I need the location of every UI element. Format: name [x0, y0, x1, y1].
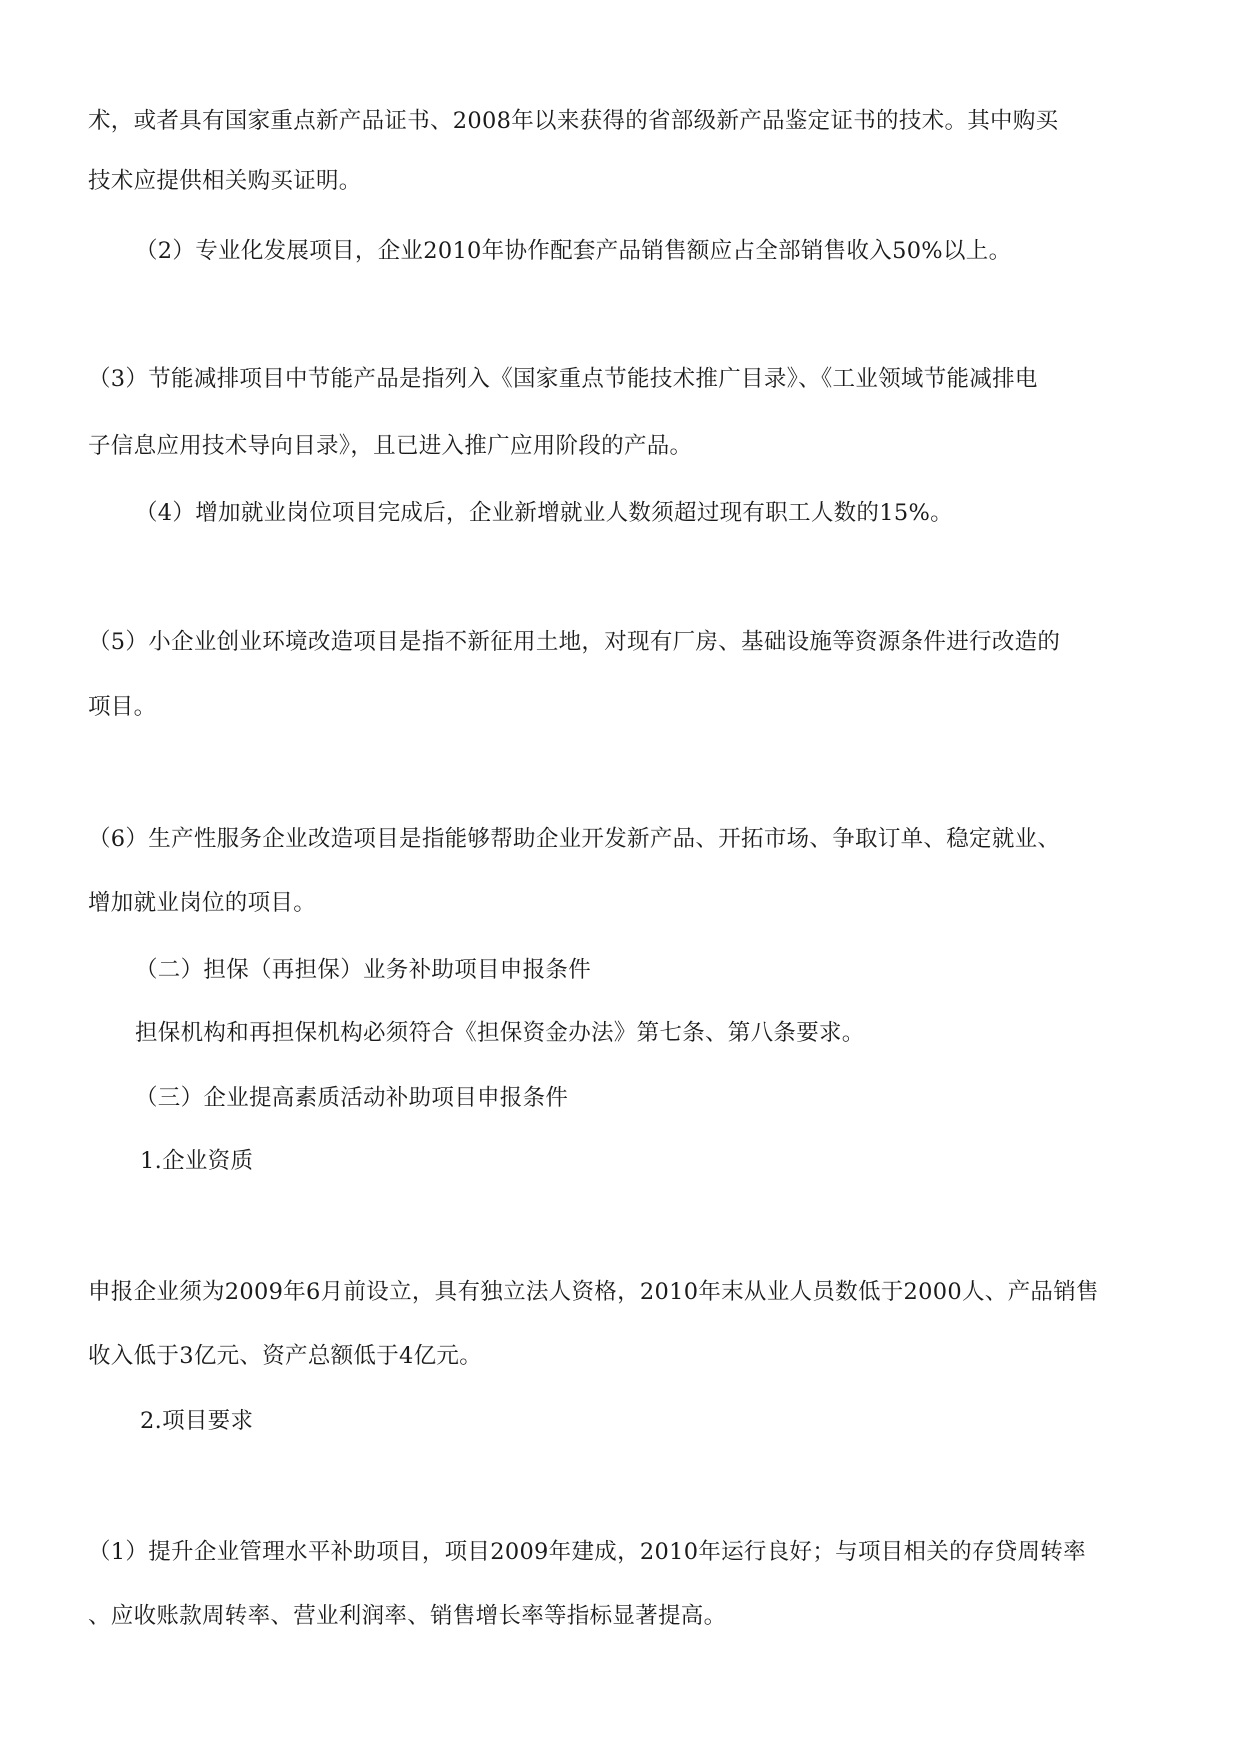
- paragraph-line: 担保机构和再担保机构必须符合《担保资金办法》第七条、第八条要求。: [135, 1020, 865, 1046]
- paragraph-line: 申报企业须为2009年6月前设立，具有独立法人资格，2010年末从业人员数低于2000人、产品销售: [88, 1279, 1099, 1305]
- paragraph-line: （1）提升企业管理水平补助项目，项目2009年建成，2010年运行良好；与项目相关的存贷周转率: [88, 1539, 1086, 1565]
- paragraph-line: （6）生产性服务企业改造项目是指能够帮助企业开发新产品、开拓市场、争取订单、稳定就业、: [88, 826, 1061, 852]
- paragraph-line: 子信息应用技术导向目录》，且已进入推广应用阶段的产品。: [88, 433, 693, 459]
- paragraph-line: 收入低于3亿元、资产总额低于4亿元。: [88, 1343, 483, 1369]
- paragraph-line: （2）专业化发展项目，企业2010年协作配套产品销售额应占全部销售收入50%以上。: [135, 238, 1012, 264]
- paragraph-line: （3）节能减排项目中节能产品是指列入《国家重点节能技术推广目录》、《工业领域节能减排电: [88, 366, 1038, 392]
- paragraph-line: （4）增加就业岗位项目完成后，企业新增就业人数须超过现有职工人数的15%。: [135, 500, 953, 526]
- paragraph-line: 增加就业岗位的项目。: [88, 890, 317, 916]
- paragraph-line: 技术应提供相关购买证明。: [88, 168, 362, 194]
- paragraph-line: 、应收账款周转率、营业利润率、销售增长率等指标显著提高。: [88, 1603, 727, 1629]
- subsection-heading: 2.项目要求: [140, 1408, 254, 1434]
- section-heading: （二）担保（再担保）业务补助项目申报条件: [135, 957, 592, 983]
- paragraph-line: 项目。: [88, 694, 157, 720]
- subsection-heading: 1.企业资质: [140, 1148, 254, 1174]
- paragraph-line: （5）小企业创业环境改造项目是指不新征用土地，对现有厂房、基础设施等资源条件进行改造的: [88, 629, 1061, 655]
- paragraph-line: 术，或者具有国家重点新产品证书、2008年以来获得的省部级新产品鉴定证书的技术。其中购买: [88, 108, 1059, 134]
- section-heading: （三）企业提高素质活动补助项目申报条件: [135, 1085, 569, 1111]
